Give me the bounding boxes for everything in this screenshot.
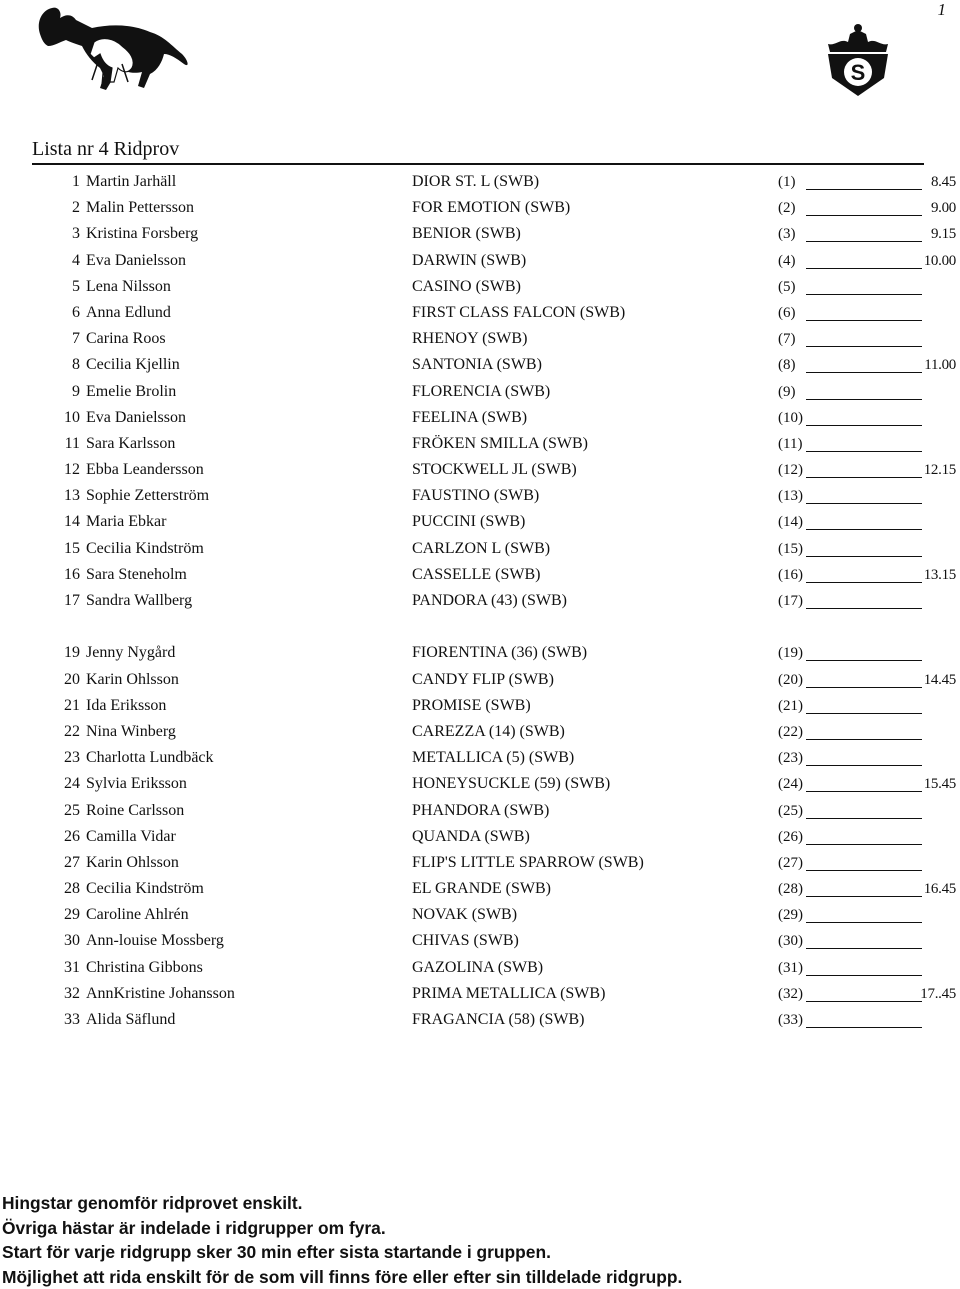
table-row [0, 381, 960, 407]
rider-name: Martin Jarhäll [86, 173, 177, 190]
note-line: Start för varje ridgrupp sker 30 min efter sista startande i gruppen. [2, 1242, 551, 1263]
table-row [0, 538, 960, 564]
start-number: (3) [778, 226, 796, 243]
table-row [0, 223, 960, 249]
time-underline [806, 1001, 922, 1002]
entry-number: 22 [64, 722, 80, 740]
start-number: (13) [778, 488, 803, 505]
start-time: 10.00 [923, 252, 956, 269]
entry-list [0, 171, 960, 1035]
horse-name: FIORENTINA (36) (SWB) [412, 644, 588, 662]
rider-name: Maria Ebkar [86, 513, 167, 531]
table-row [0, 669, 960, 695]
horse-name: FAUSTINO (SWB) [412, 487, 540, 505]
rider-name: Karin Ohlsson [86, 670, 179, 688]
horse-name: FIRST CLASS FALCON (SWB) [412, 303, 626, 321]
start-number: (27) [778, 854, 803, 871]
start-number: (22) [778, 723, 803, 740]
entry-number: 19 [64, 644, 80, 662]
horse-name: CAREZZA (14) (SWB) [412, 722, 565, 740]
entry-number: 27 [64, 853, 80, 871]
horse-name: PUCCINI (SWB) [412, 513, 526, 531]
horse-name: CARLZON L (SWB) [412, 539, 551, 557]
start-time: 17..45 [920, 985, 956, 1002]
rider-name: Nina Winberg [86, 722, 176, 740]
entry-number: 26 [64, 827, 80, 845]
start-number: (32) [778, 985, 803, 1002]
time-underline [806, 556, 922, 557]
entry-number: 11 [64, 434, 80, 452]
table-row [0, 485, 960, 511]
entry-number: 4 [72, 251, 80, 269]
time-underline [806, 451, 922, 452]
table-row [0, 957, 960, 983]
start-number: (16) [778, 566, 803, 583]
horse-name: RHENOY (SWB) [412, 330, 528, 348]
time-underline [806, 399, 922, 400]
rider-name: Eva Danielsson [86, 408, 186, 426]
table-row [0, 459, 960, 485]
table-row [0, 328, 960, 354]
rider-name: Charlotta Lundbäck [86, 749, 214, 767]
entry-number: 25 [64, 801, 80, 819]
entry-number: 29 [64, 906, 80, 924]
entry-number: 1 [72, 173, 80, 190]
table-row [0, 276, 960, 302]
crest-letter: S [850, 60, 866, 85]
rider-name: Alida Säflund [86, 1011, 176, 1028]
horse-name: GAZOLINA (SWB) [412, 958, 544, 976]
start-number: (29) [778, 907, 803, 924]
rider-name: Karin Ohlsson [86, 853, 179, 871]
notes [2, 1191, 682, 1289]
time-underline [806, 215, 922, 216]
horse-name: PROMISE (SWB) [412, 696, 531, 714]
time-underline [806, 268, 922, 269]
time-underline [806, 477, 922, 478]
rider-name: Ida Eriksson [86, 696, 167, 714]
time-underline [806, 241, 922, 242]
rider-name: Carina Roos [86, 330, 166, 348]
entry-number: 5 [72, 277, 80, 295]
rider-name: Christina Gibbons [86, 958, 203, 976]
table-row [0, 302, 960, 328]
table-row [0, 250, 960, 276]
time-underline [806, 844, 922, 845]
start-time: 15.45 [923, 776, 956, 793]
horse-name: CASINO (SWB) [412, 277, 521, 295]
horse-name: FRAGANCIA (58) (SWB) [412, 1011, 585, 1028]
horse-name: PRIMA METALLICA (SWB) [412, 984, 606, 1002]
table-row [0, 930, 960, 956]
time-underline [806, 870, 922, 871]
time-underline [806, 346, 922, 347]
entry-number: 21 [64, 696, 80, 714]
table-row [0, 407, 960, 433]
start-number: (10) [778, 409, 803, 426]
start-number: (15) [778, 540, 803, 557]
entry-number: 8 [72, 356, 80, 374]
time-underline [806, 503, 922, 504]
horse-name: CASSELLE (SWB) [412, 565, 541, 583]
start-number: (19) [778, 645, 803, 662]
start-number: (20) [778, 671, 803, 688]
rider-name: Sophie Zetterström [86, 487, 210, 505]
start-time: 9.00 [930, 200, 956, 217]
table-row [0, 904, 960, 930]
horse-name: CANDY FLIP (SWB) [412, 670, 554, 688]
horse-name: DIOR ST. L (SWB) [412, 173, 540, 190]
start-number: (25) [778, 802, 803, 819]
rider-name: Cecilia Kindström [86, 880, 204, 898]
crest-logo [822, 20, 894, 100]
time-underline [806, 189, 922, 190]
horse-logo [32, 2, 192, 97]
table-row [0, 433, 960, 459]
start-number: (5) [778, 278, 796, 295]
start-number: (30) [778, 933, 803, 950]
rider-name: Roine Carlsson [86, 801, 185, 819]
rider-name: Sara Karlsson [86, 434, 176, 452]
start-time: 11.00 [924, 357, 956, 374]
table-row [0, 171, 960, 197]
table-row [0, 983, 960, 1009]
start-time: 13.15 [923, 566, 956, 583]
start-number: (24) [778, 776, 803, 793]
start-number: (1) [778, 174, 796, 190]
time-underline [806, 372, 922, 373]
rider-name: Cecilia Kjellin [86, 356, 180, 374]
rider-name: Sara Steneholm [86, 565, 187, 583]
start-number: (26) [778, 828, 803, 845]
rider-name: Cecilia Kindström [86, 539, 204, 557]
table-row [0, 721, 960, 747]
start-number: (8) [778, 357, 796, 374]
table-row [0, 747, 960, 773]
horse-name: HONEYSUCKLE (59) (SWB) [412, 775, 611, 793]
start-number: (2) [778, 200, 796, 217]
table-row [0, 642, 960, 668]
table-row [0, 197, 960, 223]
table-row [0, 800, 960, 826]
time-underline [806, 425, 922, 426]
horse-name: EL GRANDE (SWB) [412, 880, 551, 898]
horse-name: CHIVAS (SWB) [412, 932, 519, 950]
horse-name: FRÖKEN SMILLA (SWB) [412, 434, 589, 452]
horse-name: FEELINA (SWB) [412, 408, 528, 426]
start-time: 8.45 [930, 174, 956, 190]
time-underline [806, 896, 922, 897]
horse-name: FOR EMOTION (SWB) [412, 199, 571, 217]
horse-name: QUANDA (SWB) [412, 827, 530, 845]
entry-number: 12 [64, 461, 80, 479]
start-number: (28) [778, 881, 803, 898]
table-row [0, 773, 960, 799]
horse-name: METALLICA (5) (SWB) [412, 749, 575, 767]
entry-number: 14 [64, 513, 80, 531]
rider-name: Caroline Ahlrén [86, 906, 189, 924]
rider-name: Emelie Brolin [86, 382, 177, 400]
horse-name: FLIP'S LITTLE SPARROW (SWB) [412, 853, 644, 871]
note-line: Möjlighet att rida enskilt för de som vill finns före eller efter sin tilldelade ridgrupp. [2, 1266, 683, 1287]
start-number: (7) [778, 331, 796, 348]
table-row [0, 695, 960, 721]
start-number: (14) [778, 514, 803, 531]
entry-number: 32 [64, 984, 80, 1002]
start-number: (31) [778, 959, 803, 976]
start-time: 12.15 [923, 462, 956, 479]
time-underline [806, 660, 922, 661]
entry-number: 7 [72, 330, 80, 348]
entry-number: 15 [64, 539, 80, 557]
time-underline [806, 1027, 922, 1028]
rider-name: AnnKristine Johansson [86, 984, 235, 1002]
table-row [0, 354, 960, 380]
horse-name: SANTONIA (SWB) [412, 356, 542, 374]
time-underline [806, 608, 922, 609]
table-row [0, 852, 960, 878]
entry-number: 20 [64, 670, 80, 688]
start-time: 14.45 [923, 671, 956, 688]
time-underline [806, 320, 922, 321]
entry-number: 16 [64, 565, 80, 583]
entry-number: 28 [64, 880, 80, 898]
time-underline [806, 529, 922, 530]
table-row [0, 511, 960, 537]
entry-number: 10 [64, 408, 80, 426]
entry-number: 31 [64, 958, 80, 976]
entry-number: 30 [64, 932, 80, 950]
start-number: (4) [778, 252, 796, 269]
rider-name: Kristina Forsberg [86, 225, 199, 243]
note-line: Hingstar genomför ridprovet enskilt. [2, 1193, 303, 1213]
rider-name: Anna Edlund [86, 303, 171, 321]
start-number: (11) [778, 435, 803, 452]
time-underline [806, 791, 922, 792]
horse-name: NOVAK (SWB) [412, 906, 518, 924]
start-number: (23) [778, 750, 803, 767]
rider-name: Ebba Leandersson [86, 461, 204, 479]
horse-name: FLORENCIA (SWB) [412, 382, 551, 400]
rider-name: Lena Nilsson [86, 277, 171, 295]
time-underline [806, 713, 922, 714]
note-line: Övriga hästar är indelade i ridgrupper om fyra. [2, 1217, 386, 1238]
start-time: 9.15 [930, 226, 956, 243]
time-underline [806, 948, 922, 949]
horse-name: DARWIN (SWB) [412, 251, 527, 269]
page-number: 1 [937, 0, 946, 19]
horse-name: PHANDORA (SWB) [412, 801, 550, 819]
page-title: Lista nr 4 Ridprov [32, 138, 924, 165]
horse-name: BENIOR (SWB) [412, 225, 521, 243]
rider-name: Jenny Nygård [86, 644, 176, 662]
entry-number: 6 [72, 303, 80, 321]
time-underline [806, 818, 922, 819]
entry-number: 9 [72, 382, 80, 400]
rider-name: Eva Danielsson [86, 251, 186, 269]
time-underline [806, 687, 922, 688]
rider-name: Sandra Wallberg [86, 592, 193, 609]
start-number: (21) [778, 697, 803, 714]
start-number: (9) [778, 383, 796, 400]
time-underline [806, 922, 922, 923]
table-row [0, 1009, 960, 1035]
entry-number: 17 [64, 592, 80, 609]
row-gap [0, 616, 960, 642]
table-row [0, 826, 960, 852]
rider-name: Sylvia Eriksson [86, 775, 187, 793]
time-underline [806, 975, 922, 976]
time-underline [806, 765, 922, 766]
horse-name: PANDORA (43) (SWB) [412, 592, 567, 609]
time-underline [806, 739, 922, 740]
table-row [0, 590, 960, 616]
table-row [0, 564, 960, 590]
entry-number: 33 [64, 1011, 80, 1028]
start-number: (33) [778, 1012, 803, 1028]
time-underline [806, 294, 922, 295]
entry-number: 2 [72, 199, 80, 217]
horse-name: STOCKWELL JL (SWB) [412, 461, 577, 479]
table-row [0, 878, 960, 904]
entry-number: 3 [72, 225, 80, 243]
rider-name: Malin Pettersson [86, 199, 194, 217]
entry-number: 13 [64, 487, 80, 505]
time-underline [806, 582, 922, 583]
start-number: (12) [778, 462, 803, 479]
rider-name: Camilla Vidar [86, 827, 176, 845]
entry-number: 23 [64, 749, 80, 767]
start-number: (17) [778, 593, 803, 609]
start-time: 16.45 [923, 881, 956, 898]
start-number: (6) [778, 304, 796, 321]
rider-name: Ann-louise Mossberg [86, 932, 224, 950]
entry-number: 24 [64, 775, 80, 793]
